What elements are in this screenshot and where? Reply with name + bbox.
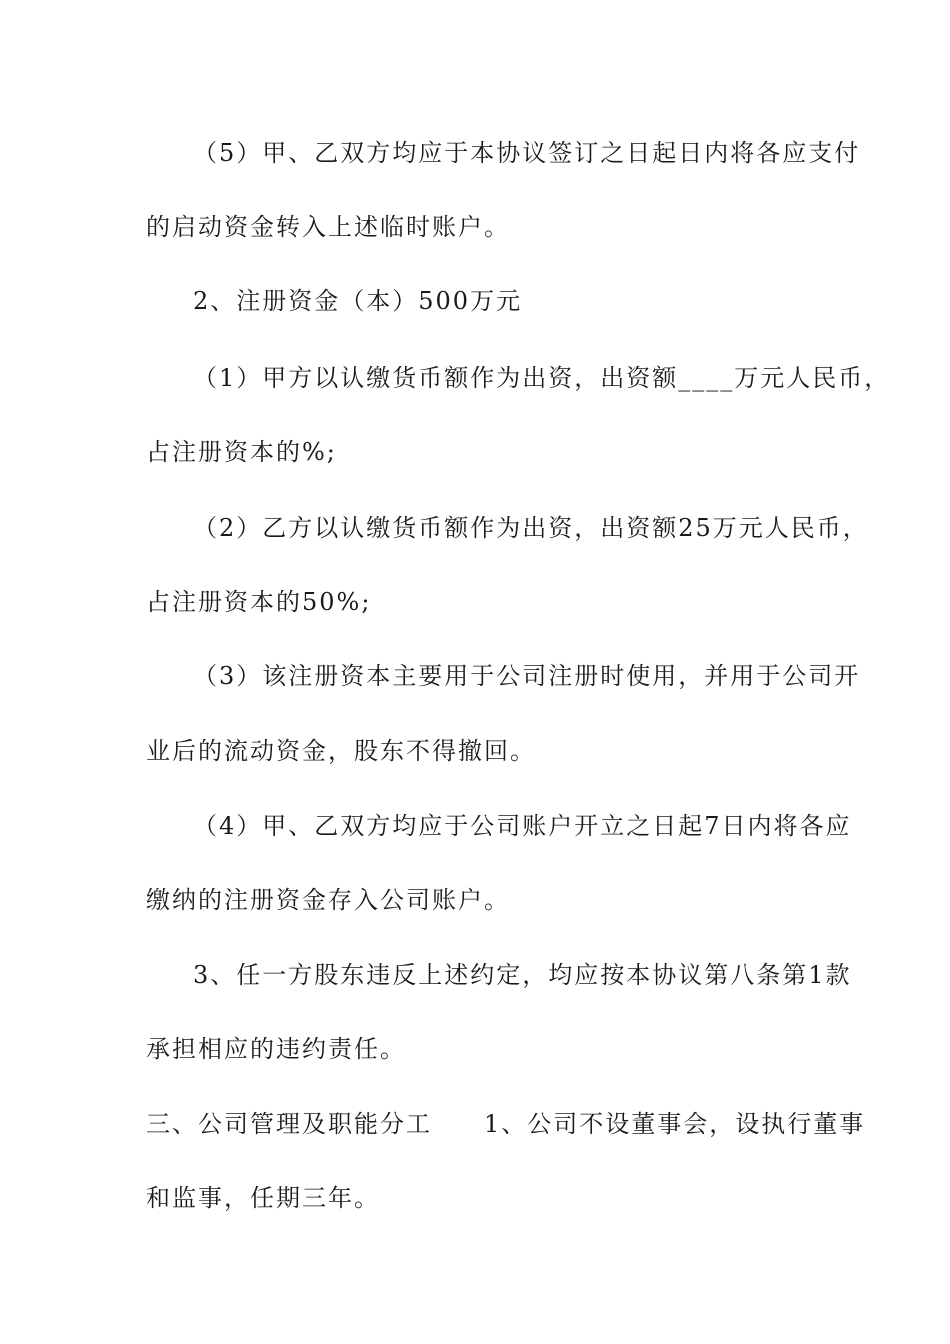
paragraph-line: （5）甲、乙双方均应于本协议签订之日起日内将各应支付 — [193, 139, 861, 167]
paragraph-line: 承担相应的违约责任。 — [146, 1035, 406, 1063]
paragraph-line: （2）乙方以认缴货币额作为出资，出资额25万元人民币， — [193, 514, 869, 542]
paragraph-line: 2、注册资金（本）500万元 — [193, 287, 523, 315]
section-heading-line: 三、公司管理及职能分工 1、公司不设董事会，设执行董事 — [146, 1110, 866, 1138]
paragraph-line: （3）该注册资本主要用于公司注册时使用，并用于公司开 — [193, 662, 861, 690]
paragraph-line: 业后的流动资金，股东不得撤回。 — [146, 737, 536, 765]
paragraph-line: （1）甲方以认缴货币额作为出资，出资额____万元人民币， — [193, 364, 891, 392]
paragraph-line: 3、任一方股东违反上述约定，均应按本协议第八条第1款 — [193, 961, 852, 989]
paragraph-line: （4）甲、乙双方均应于公司账户开立之日起7日内将各应 — [193, 812, 852, 840]
paragraph-line: 的启动资金转入上述临时账户。 — [146, 213, 510, 241]
paragraph-line: 占注册资本的50%; — [146, 588, 372, 616]
paragraph-line: 占注册资本的%; — [146, 438, 337, 466]
paragraph-line: 缴纳的注册资金存入公司账户。 — [146, 886, 510, 914]
paragraph-line: 和监事，任期三年。 — [146, 1184, 380, 1212]
